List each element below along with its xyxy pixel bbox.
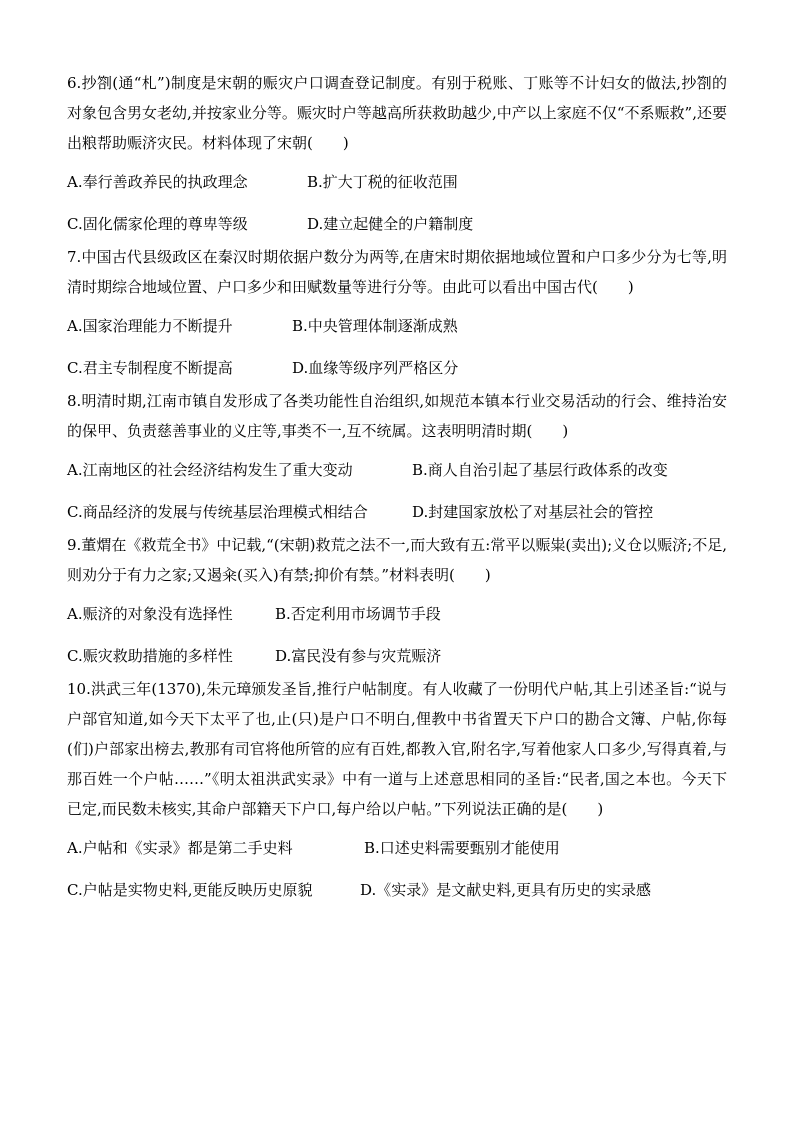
option-b: B.口述史料需要甄别才能使用: [364, 839, 560, 857]
question-stem: 10.洪武三年(1370),朱元璋颁发圣旨,推行户帖制度。有人收藏了一份明代户帖,其上引述圣旨:“说与户部官知道,如今天下太平了也,止(只)是户口不明白,俚教中书省置天下户口的勘合文簿、户帖,你每(们)户部家出榜去,教那有司官将他所管的应有百姓,都教入官,附名字,写着他家人口多少,写得真着,与那百姓一个户帖……”《明太祖洪武实录》中有一道与上述意思相同的圣旨:“民者,国之本也。今天下已定,而民数未核实,其命户部籍天下户口,每户给以户帖。”下列说法正确的是( ): [67, 680, 727, 818]
option-a: A.户帖和《实录》都是第二手史料: [67, 839, 293, 857]
options-row: [67, 590, 727, 632]
option-b: B.否定利用市场调节手段: [275, 605, 441, 623]
option-d: D.《实录》是文献史料,更具有历史的实录感: [360, 881, 652, 899]
option-d: D.血缘等级序列严格区分: [292, 359, 459, 377]
option-b: B.中央管理体制逐渐成熟: [292, 317, 458, 335]
option-c: C.户帖是实物史料,更能反映历史原貌: [67, 881, 313, 899]
option-c: C.赈灾救助措施的多样性: [67, 647, 233, 665]
question-8: [67, 386, 727, 530]
options-row: [67, 632, 727, 674]
options-row: [67, 200, 727, 242]
question-6: [67, 68, 727, 242]
question-9: [67, 530, 727, 674]
option-b: B.商人自治引起了基层行政体系的改变: [412, 461, 668, 479]
exam-page: [67, 68, 727, 908]
option-b: B.扩大丁税的征收范围: [307, 173, 458, 191]
option-c: C.固化儒家伦理的尊卑等级: [67, 215, 248, 233]
option-c: C.商品经济的发展与传统基层治理模式相结合: [67, 503, 368, 521]
question-7: [67, 242, 727, 386]
options-row: [67, 344, 727, 386]
options-row: [67, 866, 727, 908]
option-d: D.建立起健全的户籍制度: [307, 215, 474, 233]
question-stem: 8.明清时期,江南市镇自发形成了各类功能性自治组织,如规范本镇本行业交易活动的行会、维持治安的保甲、负责慈善事业的义庄等,事类不一,互不统属。这表明明清时期( ): [67, 392, 727, 440]
question-stem: 9.董煟在《救荒全书》中记载,“(宋朝)救荒之法不一,而大致有五:常平以赈粜(卖出);义仓以赈济;不足,则劝分于有力之家;又遏籴(买入)有禁;抑价有禁。”材料表明( ): [67, 536, 727, 584]
options-row: [67, 158, 727, 200]
options-row: [67, 488, 727, 530]
option-a: A.赈济的对象没有选择性: [67, 605, 233, 623]
option-a: A.国家治理能力不断提升: [67, 317, 233, 335]
question-stem: 6.抄劄(通“札”)制度是宋朝的赈灾户口调查登记制度。有别于税账、丁账等不计妇女的做法,抄劄的对象包含男女老幼,并按家业分等。赈灾时户等越高所获救助越少,中产以上家庭不仅“不系赈救”,还要出粮帮助赈济灾民。材料体现了宋朝( ): [67, 74, 727, 152]
options-row: [67, 446, 727, 488]
question-10: [67, 674, 727, 908]
option-c: C.君主专制程度不断提高: [67, 359, 233, 377]
option-a: A.奉行善政养民的执政理念: [67, 173, 248, 191]
options-row: [67, 302, 727, 344]
question-stem: 7.中国古代县级政区在秦汉时期依据户数分为两等,在唐宋时期依据地域位置和户口多少分为七等,明清时期综合地域位置、户口多少和田赋数量等进行分等。由此可以看出中国古代( ): [67, 248, 727, 296]
option-d: D.封建国家放松了对基层社会的管控: [412, 503, 654, 521]
option-d: D.富民没有参与灾荒赈济: [275, 647, 442, 665]
options-row: [67, 824, 727, 866]
option-a: A.江南地区的社会经济结构发生了重大变动: [67, 461, 353, 479]
